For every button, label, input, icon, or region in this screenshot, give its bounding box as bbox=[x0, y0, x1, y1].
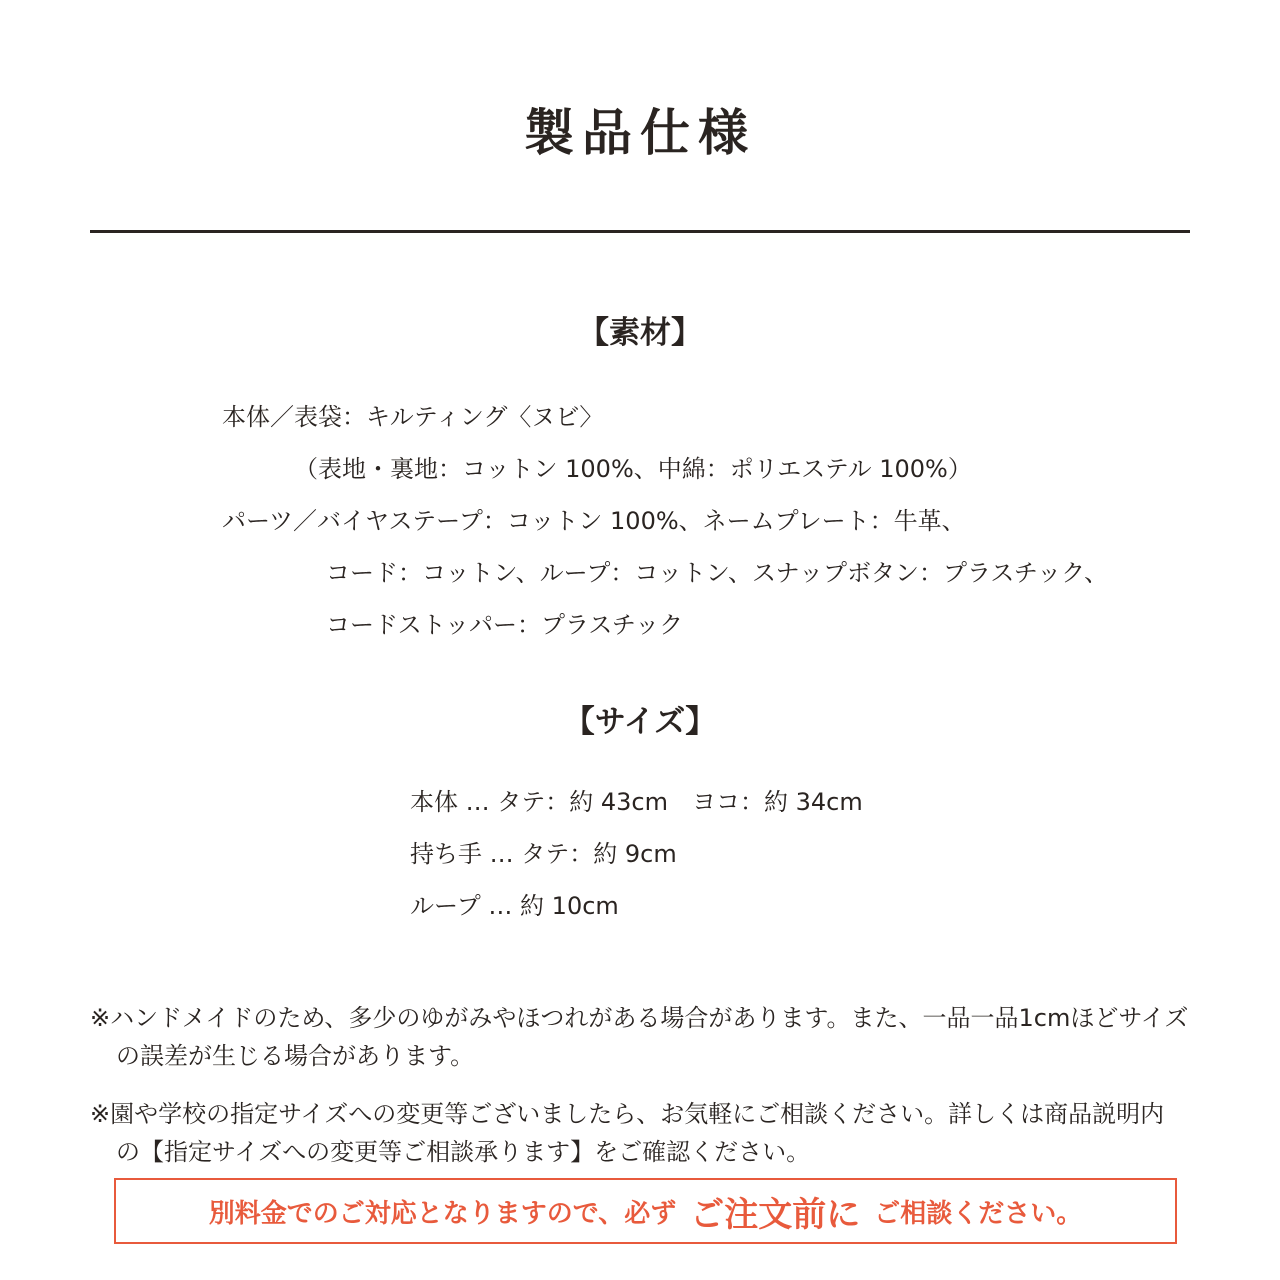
size-line: 持ち手 … タテ：約 9cm bbox=[410, 840, 677, 868]
note-text: の誤差が生じる場合があります。 bbox=[116, 1042, 475, 1070]
divider bbox=[90, 230, 1190, 233]
material-line: パーツ／バイヤステープ：コットン 100%、ネームプレート：牛革、 bbox=[222, 507, 966, 535]
note-text: ※ハンドメイドのため、多少のゆがみやほつれがある場合があります。また、一品一品1cmほどサイズ bbox=[90, 1004, 1189, 1032]
notice-text: 別料金でのご対応となりますので、必ず bbox=[208, 1198, 677, 1229]
size-change-note bbox=[90, 1095, 1200, 1171]
size-heading: 【サイズ】 bbox=[563, 704, 717, 740]
material-heading: 【素材】 bbox=[578, 315, 702, 351]
material-line: コード：コットン、ループ：コットン、スナップボタン：プラスチック、 bbox=[326, 559, 1109, 587]
note-text: の【指定サイズへの変更等ご相談承ります】をご確認ください。 bbox=[116, 1138, 811, 1166]
notice-emphasis: ご注文前に bbox=[690, 1194, 861, 1235]
note-text: ※園や学校の指定サイズへの変更等ございましたら、お気軽にご相談ください。詳しくは商品説明内 bbox=[90, 1100, 1165, 1128]
order-notice-box bbox=[114, 1178, 1177, 1244]
size-line: 本体 … タテ：約 43cm ヨコ：約 34cm bbox=[410, 788, 863, 816]
notice-text: ご相談ください。 bbox=[874, 1198, 1083, 1229]
size-line: ループ … 約 10cm bbox=[410, 892, 619, 920]
material-line: コードストッパー：プラスチック bbox=[326, 611, 684, 639]
handmade-note bbox=[90, 999, 1200, 1075]
material-line: 本体／表袋：キルティング〈ヌビ〉 bbox=[222, 403, 604, 431]
page-title: 製品仕様 bbox=[524, 104, 756, 162]
material-line: （表地・裏地：コットン 100%、中綿：ポリエステル 100%） bbox=[294, 455, 972, 483]
